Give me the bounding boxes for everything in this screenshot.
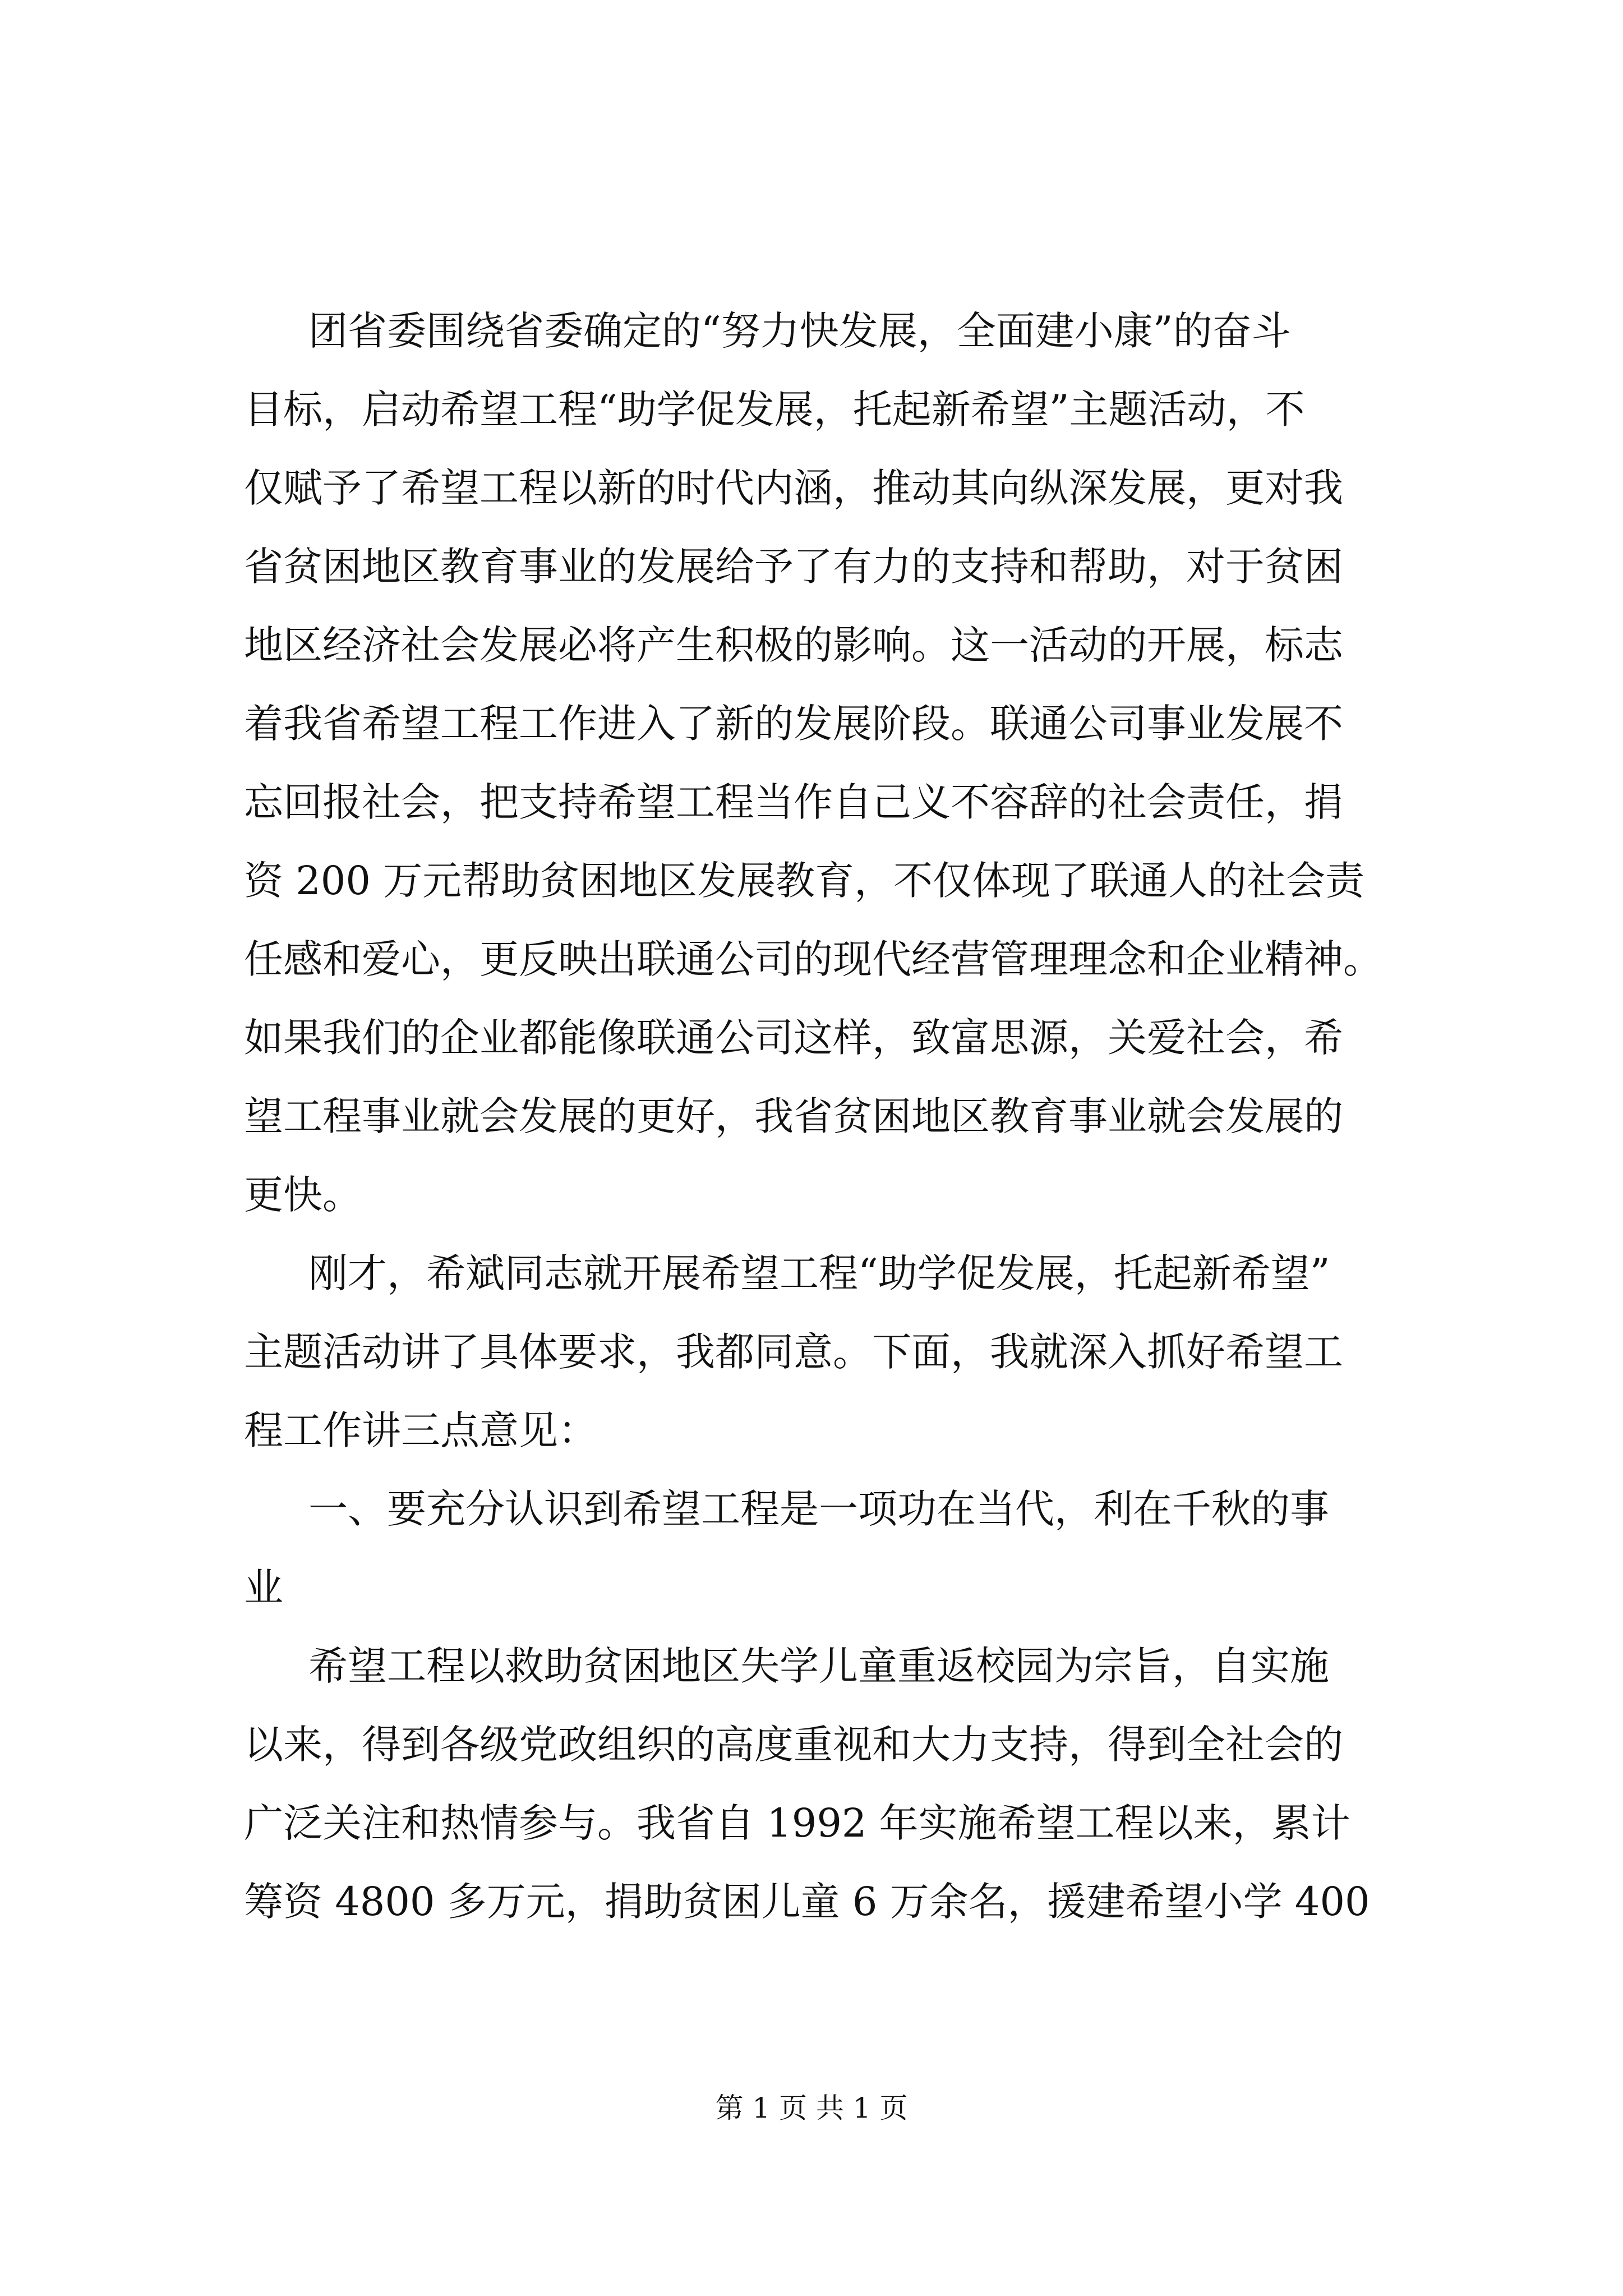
text-line: 更快。 — [244, 1172, 362, 1218]
text-line: 目标，启动希望工程“助学促发展，托起新希望”主题活动，不 — [244, 386, 1305, 432]
page-footer: 第 1 页 共 1 页 — [715, 2092, 908, 2124]
text-line: 仅赋予了希望工程以新的时代内涵，推动其向纵深发展，更对我 — [244, 465, 1343, 511]
text-line: 地区经济社会发展必将产生积极的影响。这一活动的开展，标志 — [244, 622, 1343, 668]
section-heading: 一、要充分认识到希望工程是一项功在当代，利在千秋的事 — [308, 1486, 1329, 1532]
text-line: 筹资 4800 多万元，捐助贫困儿童 6 万余名，援建希望小学 400 — [244, 1879, 1370, 1925]
text-line: 广泛关注和热情参与。我省自 1992 年实施希望工程以来，累计 — [244, 1800, 1350, 1846]
text-line: 如果我们的企业都能像联通公司这样，致富思源，关爱社会，希 — [244, 1015, 1343, 1061]
text-line: 主题活动讲了具体要求，我都同意。下面，我就深入抓好希望工 — [244, 1329, 1343, 1375]
text-line: 刚才，希斌同志就开展希望工程“助学促发展，托起新希望” — [308, 1250, 1330, 1296]
text-line: 希望工程以救助贫困地区失学儿童重返校园为宗旨，自实施 — [308, 1643, 1329, 1689]
text-line: 资 200 万元帮助贫困地区发展教育，不仅体现了联通人的社会责 — [244, 858, 1365, 904]
text-line: 着我省希望工程工作进入了新的发展阶段。联通公司事业发展不 — [244, 701, 1343, 747]
text-line: 以来，得到各级党政组织的高度重视和大力支持，得到全社会的 — [244, 1722, 1343, 1768]
text-line: 望工程事业就会发展的更好，我省贫困地区教育事业就会发展的 — [244, 1093, 1343, 1139]
text-line: 程工作讲三点意见： — [244, 1407, 597, 1453]
text-line: 忘回报社会，把支持希望工程当作自己义不容辞的社会责任，捐 — [244, 779, 1343, 825]
text-line: 省贫困地区教育事业的发展给予了有力的支持和帮助，对于贫困 — [244, 544, 1343, 590]
text-line: 团省委围绕省委确定的“努力快发展，全面建小康”的奋斗 — [308, 308, 1291, 354]
text-line: 任感和爱心，更反映出联通公司的现代经营管理理念和企业精神。 — [244, 936, 1382, 982]
section-heading: 业 — [244, 1565, 283, 1611]
